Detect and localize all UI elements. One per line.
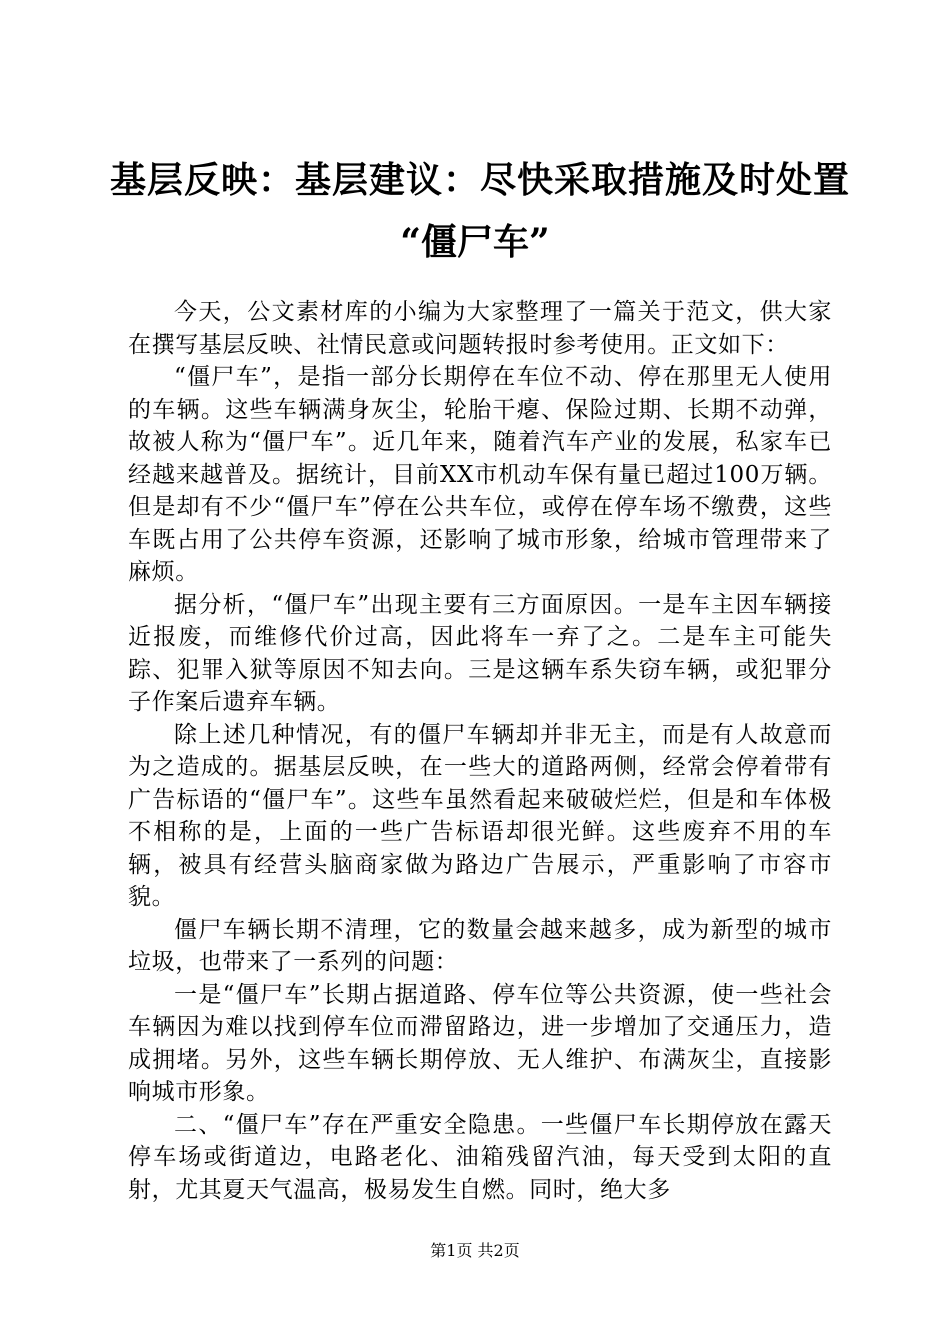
document-body xyxy=(128,296,832,1206)
document-title-line-1: 基层反映：基层建议：尽快采取措施及时处置 xyxy=(110,159,851,201)
paragraph-advertising: 除上述几种情况，有的僵尸车辆却并非无主，而是有人故意而为之造成的。据基层反映，在一些大的道路两侧，经常会停着带有广告标语的“僵尸车”。这些车虽然看起来破破烂烂，但是和车体极不相称的是，上面的一些广告标语却很光鲜。这些废弃不用的车辆，被具有经营头脑商家做为路边广告展示，严重影响了市容市貌。 xyxy=(128,721,832,910)
paragraph-definition: “僵尸车”，是指一部分长期停在车位不动、停在那里无人使用的车辆。这些车辆满身灰尘，轮胎干瘪、保险过期、长期不动弹，故被人称为“僵尸车”。近几年来，随着汽车产业的发展，私家车已经越来越普及。据统计，目前XX市机动车保有量已超过100万辆。但是却有不少“僵尸车”停在公共车位，或停在停车场不缴费，这些车既占用了公共停车资源，还影响了城市形象，给城市管理带来了麻烦。 xyxy=(128,364,832,585)
paragraph-intro: 今天，公文素材库的小编为大家整理了一篇关于范文，供大家在撰写基层反映、社情民意或问题转报时参考使用。正文如下： xyxy=(128,299,832,358)
paragraph-problem-one: 一是“僵尸车”长期占据道路、停车位等公共资源，使一些社会车辆因为难以找到停车位而滞留路边，进一步增加了交通压力，造成拥堵。另外，这些车辆长期停放、无人维护、布满灰尘，直接影响城市形象。 xyxy=(128,981,832,1105)
document-title-line-2: “僵尸车” xyxy=(400,221,550,263)
paragraph-problems-intro: 僵尸车辆长期不清理，它的数量会越来越多，成为新型的城市垃圾，也带来了一系列的问题： xyxy=(128,916,832,975)
paragraph-problem-two: 二、“僵尸车”存在严重安全隐患。一些僵尸车长期停放在露天停车场或街道边，电路老化、油箱残留汽油，每天受到太阳的直射，尤其夏天气温高，极易发生自燃。同时，绝大多 xyxy=(128,1111,832,1203)
page-number-footer: 第1页 共2页 xyxy=(430,1241,520,1260)
paragraph-causes: 据分析，“僵尸车”出现主要有三方面原因。一是车主因车辆接近报废，而维修代价过高，因此将车一弃了之。二是车主可能失踪、犯罪入狱等原因不知去向。三是这辆车系失窃车辆，或犯罪分子作案后遗弃车辆。 xyxy=(128,591,832,715)
